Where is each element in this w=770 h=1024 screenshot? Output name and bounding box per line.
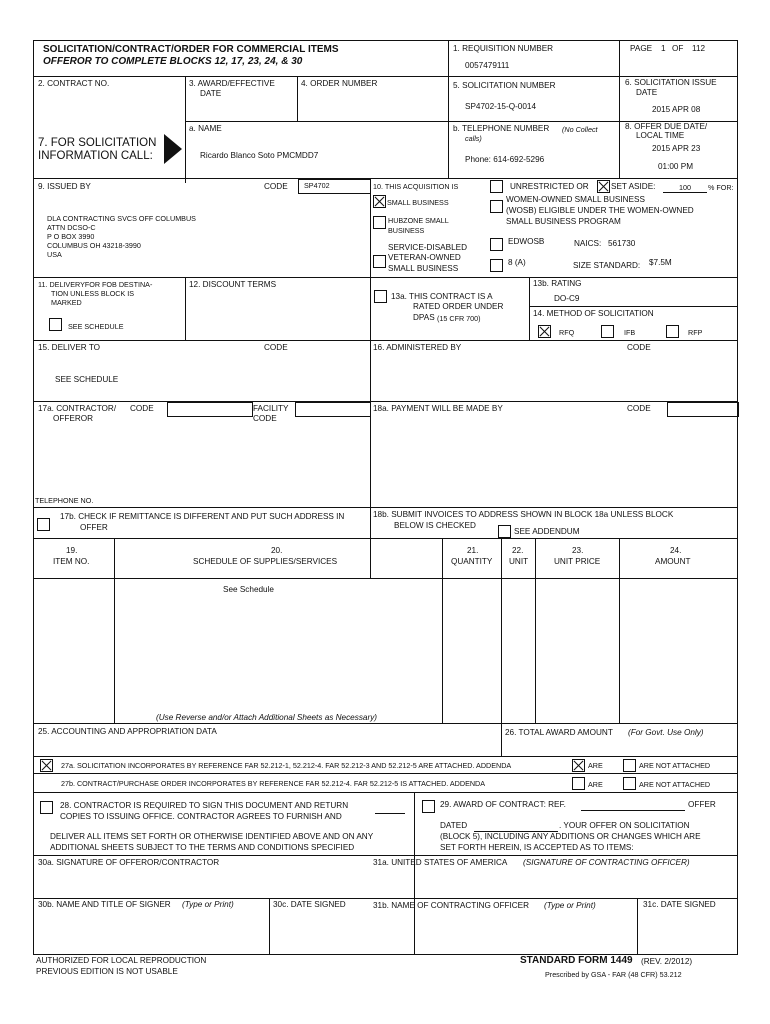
divider [442,538,443,723]
solicitation-call-label: 7. FOR SOLICITATION [38,137,157,149]
size-standard-value: $7.5M [649,258,672,267]
page-total: 112 [692,44,706,53]
issued-by-code-label: CODE [264,182,288,191]
divider [33,773,738,774]
telephone-note-2: calls) [465,134,482,143]
divider [33,898,738,899]
offer-due-label-2: LOCAL TIME [636,131,685,140]
clause-27b-text: 27b. CONTRACT/PURCHASE ORDER INCORPORATES BY REFERENCE FAR 52.212-4. FAR 52.212-5 IS ATTACHED. ADDENDA [61,779,486,788]
divider [637,898,638,955]
ifb-checkbox[interactable] [601,325,614,338]
eight-a-checkbox[interactable] [490,259,503,272]
deliver-to-code-label: CODE [264,343,288,352]
set-aside-checkbox[interactable] [597,180,610,193]
sdvosb-label-2: VETERAN-OWNED [388,253,461,262]
clause-27a-are-checkbox[interactable] [572,759,585,772]
issuer-address-line: ATTN DCSO-C [47,223,96,232]
unrestricted-checkbox[interactable] [490,180,503,193]
ifb-label: IFB [624,328,636,337]
col-amount-header: AMOUNT [655,557,691,566]
rated-order-label-2: RATED ORDER UNDER [413,302,504,311]
signer-name-note: (Type or Print) [182,900,234,909]
divider [414,792,415,955]
set-aside-percent[interactable]: 100 [679,183,691,192]
clause-27a-are-label: ARE [588,761,603,770]
size-standard-label: SIZE STANDARD: [573,261,641,270]
edwosb-label: EDWOSB [508,237,545,246]
sdvosb-label: SERVICE-DISABLED [388,243,468,252]
invoice-label: 18b. SUBMIT INVOICES TO ADDRESS SHOWN IN BLOCK 18a UNLESS BLOCK [373,510,674,519]
divider [619,538,620,723]
page-of: OF [672,44,684,53]
eight-a-label: 8 (A) [508,258,526,267]
issue-date-value[interactable]: 2015 APR 08 [652,105,701,114]
wosb-checkbox[interactable] [490,200,503,213]
clause-27a-not-label: ARE NOT ATTACHED [639,761,711,770]
requisition-value[interactable]: 0057479111 [465,61,510,70]
delivery-label-3: MARKED [51,298,82,307]
administered-code-label: CODE [627,343,651,352]
rated-order-checkbox[interactable] [374,290,387,303]
divider [33,756,738,757]
standard-form-label: STANDARD FORM 1449 [520,955,633,966]
small-business-label: SMALL BUSINESS [387,198,449,207]
award-text-2: (BLOCK 5), INCLUDING ANY ADDITIONS OR CHANGES WHICH ARE [440,832,701,841]
divider [185,277,186,340]
divider [33,178,738,179]
set-aside-label: SET ASIDE: [611,182,656,191]
telephone-no-label: TELEPHONE NO. [35,496,94,505]
wosb-label-2: (WOSB) ELIGIBLE UNDER THE WOMEN-OWNED [506,206,694,215]
contractor-code-label: CODE [130,404,154,413]
copies-blank [375,813,405,814]
issuer-address-line: USA [47,250,62,259]
hubzone-label: HUBZONE SMALL [388,216,449,225]
contract-no-label: 2. CONTRACT NO. [38,79,110,88]
offeror-signature-label: 30a. SIGNATURE OF OFFEROR/CONTRACTOR [38,858,220,867]
form-top-border [33,40,738,41]
dated-label: DATED [440,821,468,830]
form-subtitle: OFFEROR TO COMPLETE BLOCKS 12, 17, 23, 24, & 30 [43,56,303,67]
rating-label: 13b. RATING [533,279,582,288]
clause-27a-not-checkbox[interactable] [623,759,636,772]
remittance-checkbox[interactable] [37,518,50,531]
col-schedule-header: SCHEDULE OF SUPPLIES/SERVICES [193,557,338,566]
contractor-sign-text: 28. CONTRACTOR IS REQUIRED TO SIGN THIS DOCUMENT AND RETURN [60,801,349,810]
payment-label: 18a. PAYMENT WILL BE MADE BY [373,404,503,413]
divider [33,792,738,793]
award-text: . YOUR OFFER ON SOLICITATION [559,821,690,830]
facility-code-label-2: CODE [253,414,277,423]
col-unit-header: UNIT [509,557,529,566]
officer-name-label: 31b. NAME OF CONTRACTING OFFICER [373,901,530,910]
rfp-checkbox[interactable] [666,325,679,338]
addendum-label: SEE ADDENDUM [514,527,580,536]
delivery-label-2: TION UNLESS BLOCK IS [51,289,135,298]
officer-name-note: (Type or Print) [544,901,596,910]
unrestricted-label: UNRESTRICTED OR [510,182,589,191]
divider [619,76,620,178]
administered-by-label: 16. ADMINISTERED BY [373,343,462,352]
payment-code-label: CODE [627,404,651,413]
wosb-label-3: SMALL BUSINESS PROGRAM [506,217,621,226]
naics-value: 561730 [608,239,636,248]
solicitation-number-label: 5. SOLICITATION NUMBER [453,81,556,90]
method-label: 14. METHOD OF SOLICITATION [533,309,654,318]
see-schedule-label: SEE SCHEDULE [68,322,124,331]
telephone-label: b. TELEPHONE NUMBER [453,124,550,133]
contractor-sign-text-4: ADDITIONAL SHEETS SUBJECT TO THE TERMS AND CONDITIONS SPECIFIED [50,843,355,852]
issuer-address-line: P O BOX 3990 [47,232,95,241]
contractor-sign-checkbox[interactable] [40,801,53,814]
arrow-right-icon [164,134,182,164]
facility-code-box[interactable] [295,402,371,417]
signer-name-label: 30b. NAME AND TITLE OF SIGNER [38,900,171,909]
issue-date-label: 6. SOLICITATION ISSUE [625,78,717,87]
award-date-label-2: DATE [200,89,222,98]
solicitation-number-value[interactable]: SP4702-15-Q-0014 [465,102,537,111]
divider [33,507,738,508]
offer-due-date[interactable]: 2015 APR 23 [652,144,701,153]
deliver-to-value[interactable]: SEE SCHEDULE [55,375,119,384]
award-ref-blank[interactable] [581,810,685,811]
contractor-sign-text-2: COPIES TO ISSUING OFFICE. CONTRACTOR AGREES TO FURNISH AND [60,812,342,821]
naics-label: NAICS: [574,239,602,248]
form-title: SOLICITATION/CONTRACT/ORDER FOR COMMERCIAL ITEMS [43,44,339,55]
col-unit-price-header: UNIT PRICE [554,557,601,566]
delivery-label: 11. DELIVERYFOR FOB DESTINA- [38,280,153,289]
total-award-label: 26. TOTAL AWARD AMOUNT [505,728,613,737]
clause-27a-checkbox[interactable] [40,759,53,772]
award-offer-label: OFFER [688,800,716,809]
hubzone-label-2: BUSINESS [388,226,425,235]
divider [535,538,536,723]
addendum-checkbox[interactable] [498,525,511,538]
divider [448,40,449,76]
rated-order-label-3: DPAS [413,313,435,322]
percent-for-label: % FOR: [708,183,734,192]
requisition-label: 1. REQUISITION NUMBER [453,44,554,53]
deliver-to-label: 15. DELIVER TO [38,343,101,352]
divider [619,40,620,76]
order-number-label: 4. ORDER NUMBER [301,79,378,88]
remittance-label: 17b. CHECK IF REMITTANCE IS DIFFERENT AND PUT SUCH ADDRESS IN [60,512,345,521]
award-checkbox[interactable] [422,800,435,813]
col-schedule-num: 20. [271,546,283,555]
contractor-label-2: OFFEROR [53,414,94,423]
award-label: 29. AWARD OF CONTRACT: REF. [440,800,566,809]
divider [33,340,738,341]
award-date-label: 3. AWARD/EFFECTIVE [189,79,275,88]
issued-by-label: 9. ISSUED BY [38,182,91,191]
officer-date-label: 31c. DATE SIGNED [643,900,716,909]
col-unit-num: 22. [512,546,524,555]
rfq-checkbox[interactable] [538,325,551,338]
discount-terms-label: 12. DISCOUNT TERMS [189,280,277,289]
divider [33,578,738,579]
col-quantity-header: QUANTITY [451,557,493,566]
small-business-checkbox[interactable] [373,195,386,208]
divider [529,306,738,307]
divider [448,76,449,178]
divider [529,277,530,340]
payment-code-box[interactable] [667,402,739,417]
divider [33,538,738,539]
clause-27b-not-checkbox[interactable] [623,777,636,790]
divider [114,538,115,723]
rated-order-label: 13a. THIS CONTRACT IS A [391,292,493,301]
award-text-3: SET FORTH HEREIN, IS ACCEPTED AS TO ITEMS: [440,843,634,852]
see-schedule-checkbox[interactable] [49,318,62,331]
divider [501,723,502,756]
offer-due-time[interactable]: 01:00 PM [658,162,694,171]
col-unit-price-num: 23. [572,546,584,555]
solicitation-form [33,40,738,955]
rfq-label: RFQ [559,328,575,337]
issue-date-label-2: DATE [636,88,658,97]
issuer-address-line: COLUMBUS OH 43218-3990 [47,241,141,250]
remittance-label-2: OFFER [80,523,108,532]
issued-by-code-value: SP4702 [304,181,330,190]
telephone-note: (No Collect [562,125,598,134]
standard-form-rev: (REV. 2/2012) [641,957,693,966]
divider [501,538,502,723]
clause-27b-not-label: ARE NOT ATTACHED [639,780,711,789]
sdvosb-label-3: SMALL BUSINESS [388,264,459,273]
offer-due-label: 8. OFFER DUE DATE/ [625,122,708,131]
rated-order-cfr: (15 CFR 700) [437,314,481,323]
hubzone-checkbox[interactable] [373,216,386,229]
rfp-label: RFP [688,328,703,337]
name-label: a. NAME [189,124,222,133]
prescribed-by: Prescribed by GSA - FAR (48 CFR) 53.212 [545,970,682,979]
page-number: 1 [661,44,666,53]
solicitation-call-label-2: INFORMATION CALL: [38,150,153,162]
clause-27a-text: 27a. SOLICITATION INCORPORATES BY REFERENCE FAR 52.212-1, 52.212-4. FAR 52.212-3 AND 52.212-5 ARE ATTACHED. ADDENDA [61,761,512,770]
divider [33,401,738,402]
rating-value[interactable]: DO-C9 [554,294,580,303]
contact-name-value[interactable]: Ricardo Blanco Soto PMCMDD7 [200,151,319,160]
col-item-no-header: ITEM NO. [53,557,90,566]
col-quantity-num: 21. [467,546,479,555]
divider [370,178,371,578]
facility-code-label: FACILITY [253,404,289,413]
divider [33,76,738,77]
usa-signature-label: 31a. UNITED STATES OF AMERICA [373,858,508,867]
items-footnote: (Use Reverse and/or Attach Additional Sheets as Necessary) [156,713,378,722]
page-label: PAGE [630,44,653,53]
footer-reproduction-note: AUTHORIZED FOR LOCAL REPRODUCTION [36,956,207,965]
invoice-label-2: BELOW IS CHECKED [394,521,476,530]
divider [269,898,270,955]
divider [33,723,738,724]
clause-27b-are-checkbox[interactable] [572,777,585,790]
divider [297,76,298,121]
usa-signature-note: (SIGNATURE OF CONTRACTING OFFICER) [523,858,690,867]
contractor-label: 17a. CONTRACTOR/ [38,404,117,413]
divider [185,76,186,183]
signer-date-label: 30c. DATE SIGNED [273,900,346,909]
contractor-code-box[interactable] [167,402,253,417]
footer-edition-note: PREVIOUS EDITION IS NOT USABLE [36,967,178,976]
telephone-value[interactable]: Phone: 614-692-5296 [465,155,545,164]
wosb-label: WOMEN-OWNED SMALL BUSINESS [506,195,645,204]
total-award-note: (For Govt. Use Only) [628,728,704,737]
divider [33,855,738,856]
sdvosb-checkbox[interactable] [373,255,386,268]
contractor-sign-text-3: DELIVER ALL ITEMS SET FORTH OR OTHERWISE IDENTIFIED ABOVE AND ON ANY [50,832,374,841]
clause-27b-are-label: ARE [588,780,603,789]
edwosb-checkbox[interactable] [490,238,503,251]
accounting-label: 25. ACCOUNTING AND APPROPRIATION DATA [38,727,217,736]
set-aside-percent-underline [663,192,707,193]
issuer-address-line: DLA CONTRACTING SVCS OFF COLUMBUS [47,214,196,223]
col-amount-num: 24. [670,546,682,555]
acquisition-label: 10. THIS ACQUISITION IS [373,182,459,191]
schedule-body-text: See Schedule [223,585,274,594]
col-item-no-num: 19. [66,546,78,555]
divider [33,277,738,278]
